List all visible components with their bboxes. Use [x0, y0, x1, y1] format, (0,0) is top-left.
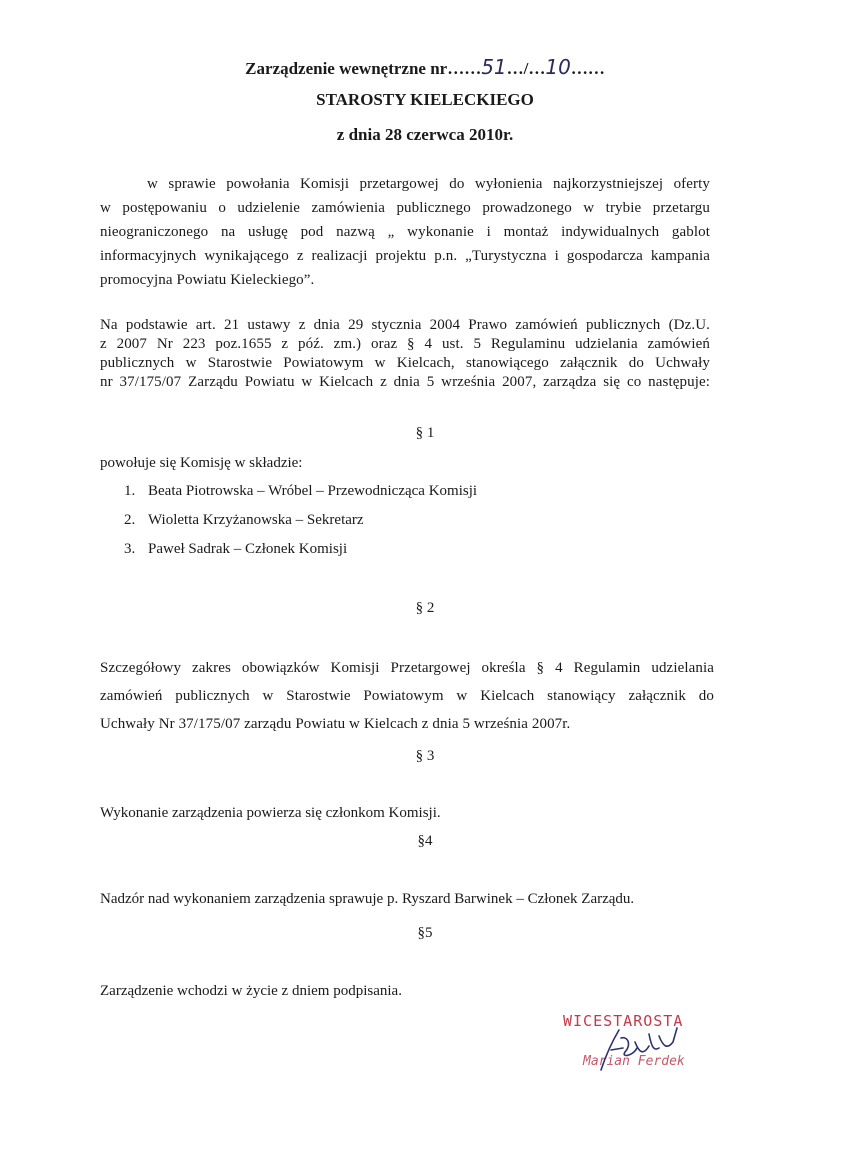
section-5-text: Zarządzenie wchodzi w życie z dniem podpisania. [100, 983, 402, 999]
list-number: 2. [124, 512, 136, 528]
section-3-text: Wykonanie zarządzenia powierza się członkom Komisji. [100, 805, 441, 821]
list-item [124, 541, 347, 558]
subject-line: informacyjnych wynikającego z realizacji projektu p.n. „Turystyczna i gospodarcza kampania [100, 248, 710, 264]
document-date: z dnia 28 czerwca 2010r. [336, 125, 514, 144]
subject-line: w sprawie powołania Komisji przetargowej do wyłonienia najkorzystniejszej oferty [147, 176, 710, 192]
member-text: Paweł Sadrak – Członek Komisji [148, 541, 348, 557]
basis-line: Na podstawie art. 21 ustawy z dnia 29 stycznia 2004 Prawo zamówień publicznych (Dz.U. [100, 317, 710, 333]
stamp-name: Marian Ferdek [583, 1054, 685, 1069]
number-dots-2: … [506, 59, 524, 78]
handwritten-number: 51 [481, 55, 507, 79]
basis-line: nr 37/175/07 Zarządu Powiatu w Kielcach z dnia 5 września 2007, zarządza się co następuje: [100, 374, 710, 390]
section-4-text: Nadzór nad wykonaniem zarządzenia sprawuje p. Ryszard Barwinek – Członek Zarządu. [100, 891, 635, 907]
member-text: Beata Piotrowska – Wróbel – Przewodnicząca Komisji [148, 483, 478, 499]
stamp-title: WICESTAROSTA [563, 1012, 684, 1030]
list-item [124, 512, 364, 529]
number-dots-1: …… [447, 59, 482, 78]
member-text: Wioletta Krzyżanowska – Sekretarz [148, 512, 364, 528]
list-item [124, 483, 477, 500]
issuing-authority: STAROSTY KIELECKIEGO [316, 90, 534, 109]
section-2-heading: § 2 [415, 600, 435, 616]
list-number: 1. [124, 483, 136, 499]
section-1-heading: § 1 [415, 425, 435, 441]
handwritten-signature-icon [563, 1012, 713, 1082]
year-dots-1: … [528, 59, 546, 78]
list-number: 3. [124, 541, 136, 557]
section-2-line: zamówień publicznych w Starostwie Powiatowym w Kielcach stanowiący załącznik do [100, 688, 714, 704]
official-stamp [563, 1012, 713, 1082]
year-dots-2: …… [570, 59, 605, 78]
document-title [0, 55, 850, 79]
number-separator: / [523, 59, 529, 78]
subject-line: nieograniczonego na usługę pod nazwą „ wykonanie i montaż indywidualnych gablot [100, 224, 710, 240]
basis-line: publicznych w Starostwie Powiatowym w Kielcach, stanowiącego załącznik do Uchwały [100, 355, 710, 371]
section-2-paragraph [100, 654, 714, 738]
subject-line: w postępowaniu o udzielenie zamówienia publicznego prowadzonego w trybie przetargu [100, 200, 710, 216]
legal-basis-paragraph [100, 316, 710, 392]
subject-line: promocyjna Powiatu Kieleckiego”. [100, 272, 315, 288]
section-5-heading: §5 [417, 925, 433, 941]
handwritten-year: 10 [545, 55, 571, 79]
section-3-heading: § 3 [415, 748, 435, 764]
section-4-heading: §4 [417, 833, 433, 849]
subject-paragraph [100, 172, 710, 292]
section-1-lead: powołuje się Komisję w składzie: [100, 455, 303, 471]
basis-line: z 2007 Nr 223 poz.1655 z póź. zm.) oraz § 4 ust. 5 Regulaminu udzielania zamówień [100, 336, 710, 352]
title-prefix: Zarządzenie wewnętrzne nr [245, 59, 448, 78]
section-2-line: Uchwały Nr 37/175/07 zarządu Powiatu w Kielcach z dnia 5 września 2007r. [100, 716, 571, 732]
section-2-line: Szczegółowy zakres obowiązków Komisji Przetargowej określa § 4 Regulamin udzielania [100, 660, 714, 676]
